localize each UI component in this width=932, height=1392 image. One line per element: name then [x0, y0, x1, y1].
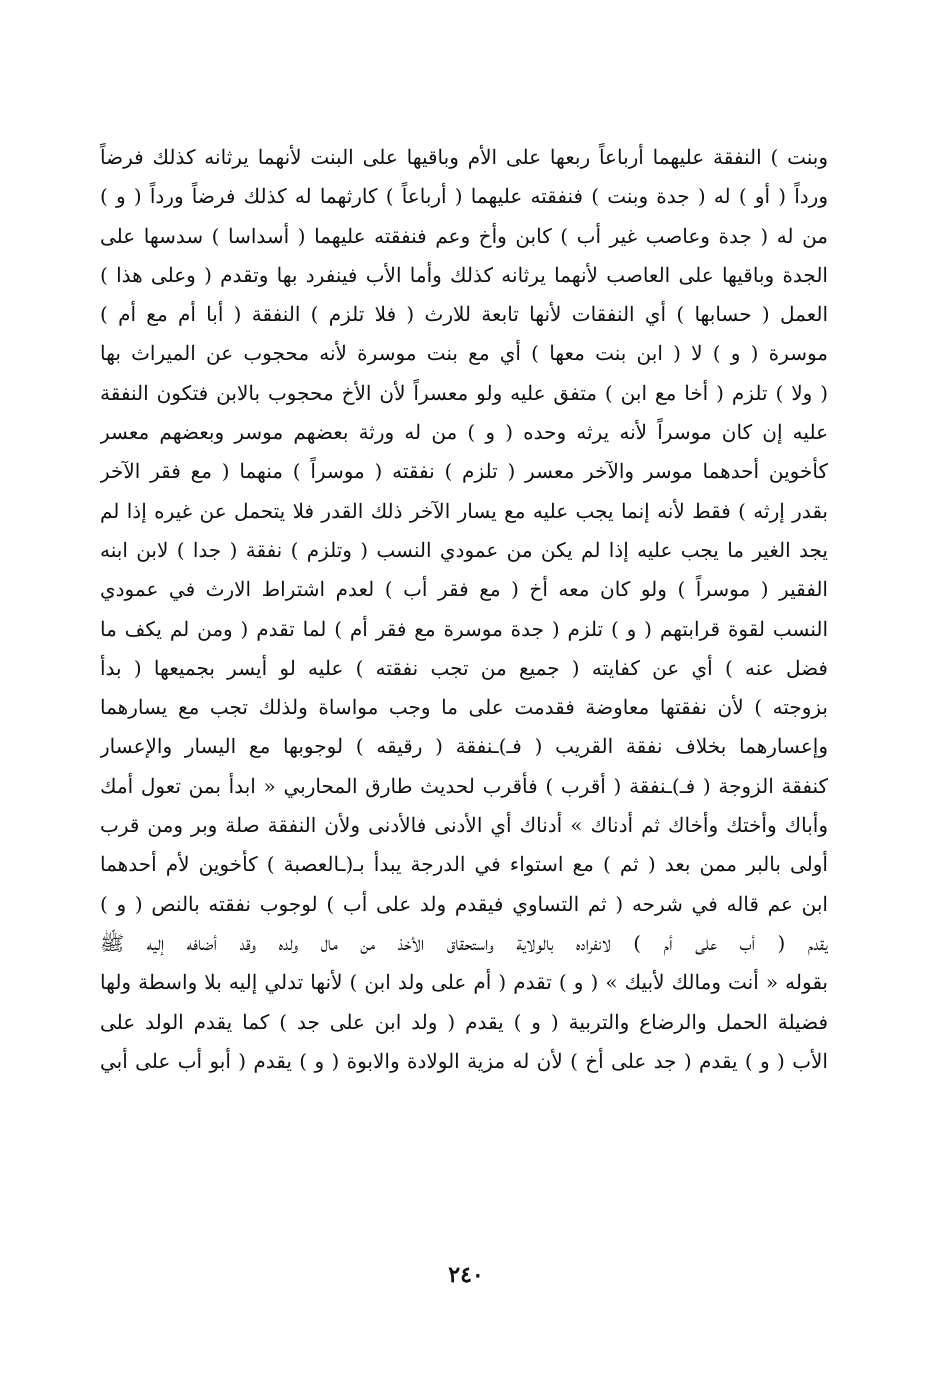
text-line: كنفقة الزوجة ( فـ)ـنفقة ( أقرب ) فأقرب لحديث طارق المحاربي « ابدأ بمن تعول أمك — [100, 773, 828, 798]
text-line: بقوله « أنت ومالك لأبيك » ( و ) تقدم ( أم على ولد ابن ) لأنها تدلي إليه بلا واسطة ولها — [100, 970, 828, 995]
text-line: كأخوين أحدهما موسر والآخر معسر ( تلزم ) نفقته ( موسراً ) منهما ( مع فقر الآخر — [100, 459, 828, 484]
body-text — [100, 138, 828, 1081]
text-line: من له ( جدة وعاصب غير أب ) كابن وأخ وعم فنفقته عليهما ( أسداسا ) سدسها على — [100, 223, 828, 248]
text-line: النسب لقوة قرابتهم ( و ) تلزم ( جدة موسرة مع فقر أم ) لما تقدم ( ومن لم يكف ما — [100, 616, 828, 641]
text-line: وإعسارهما بخلاف نفقة القريب ( فـ)ـنفقة ( رقيقه ) لوجوبها مع اليسار والإعسار — [100, 734, 828, 759]
text-line: فضيلة الحمل والرضاع والتربية ( و ) يقدم ( ولد ابن على جد ) كما يقدم الولد على — [100, 1009, 828, 1034]
text-line: الفقير ( موسراً ) ولو كان معه أخ ( مع فقر أب ) لعدم اشتراط الارث في عمودي — [100, 577, 828, 602]
text-line: يجد الغير ما يجب عليه إذا لم يكن من عمودي النسب ( وتلزم ) نفقة ( جدا ) لابن ابنه — [100, 537, 828, 562]
page-number: ٢٤٠ — [448, 1262, 484, 1288]
text-line: العمل ( حسابها ) أي النفقات لأنها تابعة للارث ( فلا تلزم ) النفقة ( أبا أم مع أم ) — [100, 302, 828, 327]
text-line: وبنت ) النفقة عليهما أرباعاً ربعها على الأم وباقيها على البنت لأنهما يرثانه كذلك فرضاً — [100, 145, 828, 169]
text-line: الجدة وباقيها على العاصب لأنهما يرثانه كذلك وأما الأب فينفرد بها وتقدم ( وعلى هذا ) — [100, 262, 828, 287]
text-line: موسرة ( و ) لا ( ابن بنت معها ) أي مع بنت موسرة لأنه محجوب عن الميراث بها — [100, 341, 828, 366]
text-line: ابن عم قاله في شرحه ( ثم التساوي فيقدم ولد على أب ) لوجوب نفقته بالنص ( و ) — [100, 891, 828, 916]
text-line: يقدم ( أب على أم ) لانفراده بالولاية واستحقاق الأخذ من مال ولده وقد أضافه إليه ﷺ — [100, 930, 828, 955]
text-line: عليه إن كان موسراً لأنه يرثه وحده ( و ) من له ورثة بعضهم موسر وبعضهم معسر — [100, 420, 828, 445]
text-line: وأباك وأختك وأخاك ثم أدناك » أدناك أي الأدنى فالأدنى ولأن النفقة صلة وبر ومن قرب — [100, 813, 828, 838]
text-line: بزوجته ) لأن نفقتها معاوضة فقدمت على ما وجب مواساة ولذلك تجب مع يسارهما — [100, 695, 828, 720]
text-line: ( ولا ) تلزم ( أخا مع ابن ) متفق عليه ولو معسراً لأن الأخ محجوب بالابن فتكون النفقة — [100, 380, 828, 405]
text-line: فضل عنه ) أي عن كفايته ( جميع من تجب نفقته ) عليه لو أيسر بجميعها ( بدأ — [100, 655, 828, 680]
text-line: ورداً ( أو ) له ( جدة وبنت ) فنفقته عليهما ( أرباعاً ) كارثهما له كذلك فرضاً ورداً ( و ) — [100, 184, 828, 209]
text-line: الأب ( و ) يقدم ( جد على أخ ) لأن له مزية الولادة والابوة ( و ) يقدم ( أبو أب على أبي — [100, 1048, 828, 1073]
text-line: بقدر إرثه ) فقط لأنه إنما يجب عليه مع يسار الآخر ذلك القدر فلا يتحمل عن غيره إذا لم — [100, 498, 828, 523]
text-line: أولى بالبر ممن بعد ( ثم ) مع استواء في الدرجة يبدأ بـ(ـالعصبة ) كأخوين لأم أحدهما — [100, 852, 828, 877]
